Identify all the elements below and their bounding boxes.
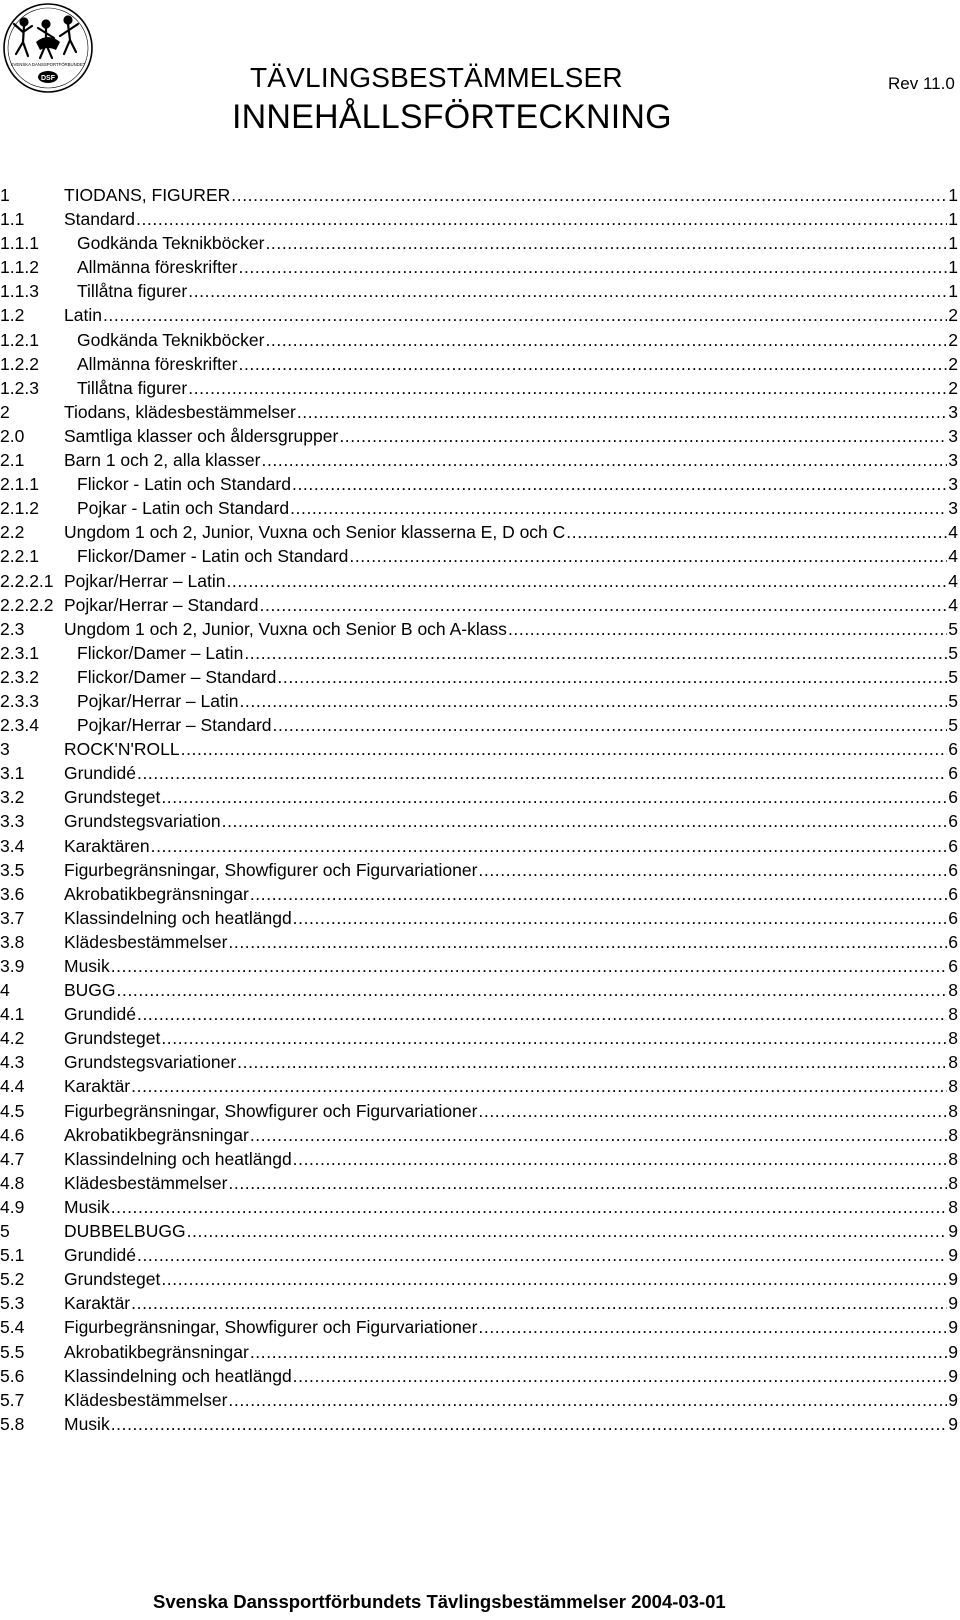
toc-entry-page: 5 xyxy=(948,715,958,736)
toc-entry-page: 4 xyxy=(948,570,958,591)
toc-entry-number: 2.2 xyxy=(0,522,25,543)
toc-entry-number: 5.8 xyxy=(0,1413,25,1434)
toc-dot-leader xyxy=(244,643,947,664)
toc-entry-page: 1 xyxy=(948,209,958,230)
toc-entry-number: 5.5 xyxy=(0,1341,25,1362)
toc-entry[interactable] xyxy=(0,1076,958,1100)
toc-entry-title: Tillåtna figurer xyxy=(77,281,188,302)
toc-entry[interactable] xyxy=(0,1293,958,1317)
toc-entry-number: 1.2.2 xyxy=(0,353,39,374)
toc-entry-number: 5.7 xyxy=(0,1389,25,1410)
toc-entry-title: Ungdom 1 och 2, Junior, Vuxna och Senior B och A-klass xyxy=(64,618,507,639)
toc-entry-page: 6 xyxy=(948,907,958,928)
toc-entry[interactable] xyxy=(0,1221,958,1245)
toc-entry-title: Grundidé xyxy=(64,1245,136,1266)
toc-dot-leader xyxy=(250,1342,947,1363)
toc-entry-page: 1 xyxy=(948,257,958,278)
toc-entry[interactable] xyxy=(0,305,958,329)
toc-dot-leader xyxy=(293,1149,948,1170)
toc-dot-leader xyxy=(292,474,947,495)
toc-entry-page: 4 xyxy=(948,522,958,543)
toc-entry-number: 4.8 xyxy=(0,1172,25,1193)
toc-dot-leader xyxy=(238,257,947,278)
toc-entry[interactable] xyxy=(0,1004,958,1028)
toc-entry-title: BUGG xyxy=(64,980,116,1001)
toc-entry-number: 3.3 xyxy=(0,811,25,832)
toc-entry[interactable] xyxy=(0,209,958,233)
toc-entry[interactable] xyxy=(0,836,958,860)
toc-dot-leader xyxy=(293,1366,948,1387)
toc-entry-title: Grundstegsvariationer xyxy=(64,1052,237,1073)
document-title: TÄVLINGSBESTÄMMELSER xyxy=(250,62,623,93)
toc-entry[interactable] xyxy=(0,571,958,595)
toc-entry-page: 8 xyxy=(948,980,958,1001)
toc-entry-number: 2.1.2 xyxy=(0,498,39,519)
toc-dot-leader xyxy=(250,1125,947,1146)
toc-dot-leader xyxy=(238,354,947,375)
toc-entry-title: Musik xyxy=(64,1413,110,1434)
toc-entry-title: Akrobatikbegränsningar xyxy=(64,1341,249,1362)
toc-entry-number: 3.7 xyxy=(0,907,25,928)
toc-entry[interactable] xyxy=(0,884,958,908)
toc-entry-page: 5 xyxy=(948,642,958,663)
toc-entry-number: 5 xyxy=(0,1221,10,1242)
toc-dot-leader xyxy=(137,1245,947,1266)
logo-text: SVENSKA DANSSPORTFÖRBUNDET xyxy=(10,62,86,67)
toc-entry[interactable] xyxy=(0,1414,958,1438)
toc-entry-number: 2.3 xyxy=(0,618,25,639)
toc-entry-number: 4.3 xyxy=(0,1052,25,1073)
toc-entry-page: 8 xyxy=(948,1196,958,1217)
toc-entry-page: 6 xyxy=(948,787,958,808)
toc-entry-title: Latin xyxy=(64,305,102,326)
toc-dot-leader xyxy=(262,450,948,471)
toc-entry[interactable] xyxy=(0,257,958,281)
toc-entry-number: 5.1 xyxy=(0,1245,25,1266)
toc-entry-number: 3.1 xyxy=(0,763,25,784)
toc-entry-title: Pojkar/Herrar – Standard xyxy=(77,715,272,736)
toc-entry-number: 3.5 xyxy=(0,859,25,880)
toc-entry[interactable] xyxy=(0,330,958,354)
toc-entry-title: Ungdom 1 och 2, Junior, Vuxna och Senior klasserna E, D och C xyxy=(64,522,566,543)
toc-dot-leader xyxy=(349,546,947,567)
toc-entry-title: Klädesbestämmelser xyxy=(64,931,228,952)
toc-entry-page: 8 xyxy=(948,1172,958,1193)
toc-entry-page: 6 xyxy=(948,811,958,832)
toc-entry-number: 2.2.2.2 xyxy=(0,594,54,615)
toc-entry-page: 8 xyxy=(948,1124,958,1145)
toc-dot-leader xyxy=(228,1390,947,1411)
toc-dot-leader xyxy=(111,956,948,977)
toc-entry[interactable] xyxy=(0,1342,958,1366)
toc-entry[interactable] xyxy=(0,450,958,474)
toc-entry[interactable] xyxy=(0,667,958,691)
toc-entry[interactable] xyxy=(0,739,958,763)
toc-entry[interactable] xyxy=(0,908,958,932)
toc-entry-page: 6 xyxy=(948,763,958,784)
toc-entry-title: Flickor/Damer – Latin xyxy=(77,642,244,663)
toc-entry-page: 9 xyxy=(948,1413,958,1434)
toc-entry[interactable] xyxy=(0,185,958,209)
toc-entry[interactable] xyxy=(0,281,958,305)
toc-entry[interactable] xyxy=(0,956,958,980)
toc-entry-number: 2.3.1 xyxy=(0,642,39,663)
toc-entry[interactable] xyxy=(0,860,958,884)
toc-dot-leader xyxy=(117,980,948,1001)
toc-entry-title: Allmänna föreskrifter xyxy=(77,353,238,374)
toc-dot-leader xyxy=(131,1076,947,1097)
toc-dot-leader xyxy=(222,811,948,832)
toc-entry-number: 2.3.3 xyxy=(0,690,39,711)
toc-dot-leader xyxy=(188,378,947,399)
toc-entry-title: Akrobatikbegränsningar xyxy=(64,883,249,904)
toc-entry-number: 2.0 xyxy=(0,425,25,446)
toc-entry-number: 4.5 xyxy=(0,1100,25,1121)
toc-entry-title: Flickor/Damer – Standard xyxy=(77,666,277,687)
toc-dot-leader xyxy=(136,209,947,230)
toc-entry[interactable] xyxy=(0,402,958,426)
toc-entry[interactable] xyxy=(0,1101,958,1125)
toc-entry-page: 8 xyxy=(948,1004,958,1025)
toc-entry[interactable] xyxy=(0,763,958,787)
toc-entry-number: 4.6 xyxy=(0,1124,25,1145)
logo-initials: DSF xyxy=(41,75,55,82)
toc-entry-page: 9 xyxy=(948,1221,958,1242)
toc-dot-leader xyxy=(187,1221,948,1242)
toc-entry[interactable] xyxy=(0,811,958,835)
toc-dot-leader xyxy=(161,787,947,808)
toc-entry[interactable] xyxy=(0,233,958,257)
toc-entry-number: 4.9 xyxy=(0,1196,25,1217)
toc-dot-leader xyxy=(228,932,947,953)
toc-entry-title: Grundsteget xyxy=(64,1028,161,1049)
toc-entry-page: 2 xyxy=(948,329,958,350)
toc-entry-page: 6 xyxy=(948,956,958,976)
toc-entry[interactable] xyxy=(0,1173,958,1197)
toc-dot-leader xyxy=(260,595,948,616)
toc-entry-page: 3 xyxy=(948,401,958,422)
toc-dot-leader xyxy=(226,571,947,592)
table-of-contents xyxy=(0,185,958,1438)
toc-entry-title: Karaktär xyxy=(64,1076,131,1097)
toc-dot-leader xyxy=(239,691,947,712)
toc-entry-number: 1.1.2 xyxy=(0,257,39,278)
toc-entry-page: 3 xyxy=(948,450,958,471)
toc-entry-number: 1 xyxy=(0,185,10,205)
toc-dot-leader xyxy=(297,402,947,423)
toc-entry-page: 6 xyxy=(948,931,958,952)
toc-entry-page: 8 xyxy=(948,1076,958,1097)
revision-label: Rev 11.0 xyxy=(888,74,955,93)
toc-dot-leader xyxy=(339,426,947,447)
toc-entry-title: Pojkar - Latin och Standard xyxy=(77,498,290,519)
toc-entry-title: Klassindelning och heatlängd xyxy=(64,907,292,928)
toc-entry-title: Godkända Teknikböcker xyxy=(77,329,265,350)
toc-dot-leader xyxy=(137,763,947,784)
toc-entry-title: Figurbegränsningar, Showfigurer och Figurvariationer xyxy=(64,1317,478,1338)
toc-entry-number: 5.3 xyxy=(0,1293,25,1314)
toc-entry-page: 6 xyxy=(948,739,958,760)
toc-entry-number: 1.2.3 xyxy=(0,377,39,398)
toc-entry-page: 6 xyxy=(948,859,958,880)
toc-entry[interactable] xyxy=(0,619,958,643)
toc-entry-title: Tiodans, klädesbestämmelser xyxy=(64,401,296,422)
toc-entry-number: 2 xyxy=(0,401,10,422)
toc-entry-title: Pojkar/Herrar – Standard xyxy=(64,594,259,615)
toc-entry[interactable] xyxy=(0,787,958,811)
toc-entry-number: 2.3.2 xyxy=(0,666,39,687)
toc-entry-number: 1.1 xyxy=(0,209,25,230)
toc-entry[interactable] xyxy=(0,498,958,522)
toc-entry-page: 6 xyxy=(948,835,958,856)
toc-entry-title: Flickor/Damer - Latin och Standard xyxy=(77,546,349,567)
toc-dot-leader xyxy=(228,1173,947,1194)
toc-entry-title: Tillåtna figurer xyxy=(77,377,188,398)
toc-entry-title: Pojkar/Herrar – Latin xyxy=(64,570,226,591)
toc-entry-number: 5.2 xyxy=(0,1269,25,1290)
toc-entry-number: 5.6 xyxy=(0,1365,25,1386)
toc-entry-number: 4.4 xyxy=(0,1076,25,1097)
toc-entry-title: Flickor - Latin och Standard xyxy=(77,474,291,495)
toc-entry[interactable] xyxy=(0,691,958,715)
toc-entry-number: 1.1.1 xyxy=(0,233,39,254)
toc-entry[interactable] xyxy=(0,1125,958,1149)
toc-entry-title: Grundstegsvariation xyxy=(64,811,221,832)
toc-entry-page: 2 xyxy=(948,377,958,398)
toc-entry-title: Akrobatikbegränsningar xyxy=(64,1124,249,1145)
toc-heading: INNEHÅLLSFÖRTECKNING xyxy=(232,98,672,136)
toc-entry-number: 3.4 xyxy=(0,835,25,856)
toc-entry[interactable] xyxy=(0,1390,958,1414)
toc-entry-title: Figurbegränsningar, Showfigurer och Figurvariationer xyxy=(64,859,478,880)
toc-entry-title: Klädesbestämmelser xyxy=(64,1389,228,1410)
toc-entry-title: Barn 1 och 2, alla klasser xyxy=(64,450,261,471)
toc-dot-leader xyxy=(277,667,947,688)
toc-entry-page: 1 xyxy=(948,185,958,205)
toc-dot-leader xyxy=(265,330,947,351)
toc-dot-leader xyxy=(161,1269,947,1290)
toc-entry-number: 2.3.4 xyxy=(0,715,39,736)
toc-entry-number: 3 xyxy=(0,739,10,760)
toc-entry-title: DUBBELBUGG xyxy=(64,1221,186,1242)
toc-entry-page: 4 xyxy=(948,546,958,567)
toc-dot-leader xyxy=(231,185,947,206)
toc-entry-number: 1.1.3 xyxy=(0,281,39,302)
toc-entry-page: 4 xyxy=(948,594,958,615)
toc-dot-leader xyxy=(250,884,947,905)
toc-dot-leader xyxy=(137,1004,947,1025)
toc-entry-title: Samtliga klasser och åldersgrupper xyxy=(64,425,339,446)
toc-entry-title: Figurbegränsningar, Showfigurer och Figurvariationer xyxy=(64,1100,478,1121)
toc-dot-leader xyxy=(237,1052,947,1073)
toc-dot-leader xyxy=(151,836,948,857)
toc-entry-title: Musik xyxy=(64,1196,110,1217)
toc-entry-page: 8 xyxy=(948,1148,958,1169)
toc-entry-title: Allmänna föreskrifter xyxy=(77,257,238,278)
toc-entry[interactable] xyxy=(0,1269,958,1293)
toc-entry-page: 3 xyxy=(948,425,958,446)
toc-entry[interactable] xyxy=(0,1149,958,1173)
toc-entry-page: 9 xyxy=(948,1389,958,1410)
toc-entry-number: 3.2 xyxy=(0,787,25,808)
toc-entry-page: 5 xyxy=(948,666,958,687)
toc-entry-number: 1.2 xyxy=(0,305,25,326)
toc-dot-leader xyxy=(131,1293,947,1314)
toc-entry-title: ROCK'N'ROLL xyxy=(64,739,180,760)
toc-dot-leader xyxy=(181,739,948,760)
toc-entry-title: Pojkar/Herrar – Latin xyxy=(77,690,239,711)
toc-entry[interactable] xyxy=(0,1052,958,1076)
toc-entry[interactable] xyxy=(0,354,958,378)
toc-entry-number: 2.2.2.1 xyxy=(0,570,54,591)
toc-entry-title: Klassindelning och heatlängd xyxy=(64,1148,292,1169)
toc-entry[interactable] xyxy=(0,643,958,667)
toc-entry-page: 2 xyxy=(948,353,958,374)
toc-entry-title: Grundsteget xyxy=(64,1269,161,1290)
toc-entry[interactable] xyxy=(0,1245,958,1269)
toc-dot-leader xyxy=(478,1101,947,1122)
toc-entry[interactable] xyxy=(0,932,958,956)
toc-entry-title: Standard xyxy=(64,209,136,230)
toc-entry-title: Grundidé xyxy=(64,763,136,784)
toc-entry[interactable] xyxy=(0,1197,958,1221)
toc-entry[interactable] xyxy=(0,595,958,619)
toc-entry-page: 3 xyxy=(948,498,958,519)
toc-entry-page: 9 xyxy=(948,1365,958,1386)
toc-entry-title: Klassindelning och heatlängd xyxy=(64,1365,292,1386)
toc-entry-page: 8 xyxy=(948,1028,958,1049)
toc-entry-number: 2.2.1 xyxy=(0,546,39,567)
toc-dot-leader xyxy=(566,522,947,543)
toc-entry-number: 2.1 xyxy=(0,450,25,471)
toc-entry-number: 3.8 xyxy=(0,931,25,952)
toc-dot-leader xyxy=(111,1197,948,1218)
toc-entry-page: 9 xyxy=(948,1341,958,1362)
toc-entry-page: 1 xyxy=(948,233,958,254)
toc-entry-page: 9 xyxy=(948,1245,958,1266)
toc-entry-number: 2.1.1 xyxy=(0,474,39,495)
toc-entry-page: 2 xyxy=(948,305,958,326)
toc-entry[interactable] xyxy=(0,474,958,498)
toc-entry-page: 8 xyxy=(948,1052,958,1073)
page-footer: Svenska Danssportförbundets Tävlingsbestämmelser 2004-03-01 xyxy=(153,1591,726,1612)
toc-dot-leader xyxy=(273,715,948,736)
toc-dot-leader xyxy=(508,619,947,640)
toc-entry-number: 4.2 xyxy=(0,1028,25,1049)
toc-entry[interactable] xyxy=(0,980,958,1004)
toc-entry-title: Godkända Teknikböcker xyxy=(77,233,265,254)
toc-entry-title: Grundsteget xyxy=(64,787,161,808)
toc-entry-number: 4 xyxy=(0,980,10,1001)
toc-dot-leader xyxy=(103,305,947,326)
toc-entry-number: 4.1 xyxy=(0,1004,25,1025)
toc-entry-page: 1 xyxy=(948,281,958,302)
toc-entry-number: 4.7 xyxy=(0,1148,25,1169)
toc-entry-title: Klädesbestämmelser xyxy=(64,1172,228,1193)
toc-entry[interactable] xyxy=(0,1028,958,1052)
toc-entry[interactable] xyxy=(0,1366,958,1390)
toc-entry[interactable] xyxy=(0,1317,958,1341)
toc-entry-page: 5 xyxy=(948,690,958,711)
toc-entry-number: 3.6 xyxy=(0,883,25,904)
toc-entry-title: Musik xyxy=(64,956,110,976)
toc-entry-title: Grundidé xyxy=(64,1004,136,1025)
toc-entry-number: 5.4 xyxy=(0,1317,25,1338)
toc-dot-leader xyxy=(478,860,947,881)
toc-entry-title: Karaktären xyxy=(64,835,150,856)
toc-dot-leader xyxy=(265,233,947,254)
toc-entry-page: 9 xyxy=(948,1293,958,1314)
toc-entry-page: 5 xyxy=(948,618,958,639)
toc-dot-leader xyxy=(161,1028,947,1049)
toc-entry-page: 8 xyxy=(948,1100,958,1121)
federation-logo xyxy=(2,2,94,94)
toc-entry-page: 9 xyxy=(948,1269,958,1290)
toc-entry[interactable] xyxy=(0,715,958,739)
toc-entry-title: TIODANS, FIGURER xyxy=(64,185,231,205)
toc-dot-leader xyxy=(111,1414,948,1435)
toc-dot-leader xyxy=(293,908,948,929)
toc-entry-page: 3 xyxy=(948,474,958,495)
toc-dot-leader xyxy=(290,498,947,519)
toc-entry-page: 6 xyxy=(948,883,958,904)
toc-entry[interactable] xyxy=(0,378,958,402)
toc-entry-page: 9 xyxy=(948,1317,958,1338)
toc-dot-leader xyxy=(188,281,947,302)
toc-entry[interactable] xyxy=(0,522,958,546)
toc-entry[interactable] xyxy=(0,426,958,450)
toc-dot-leader xyxy=(478,1317,947,1338)
toc-entry-number: 1.2.1 xyxy=(0,329,39,350)
toc-entry[interactable] xyxy=(0,546,958,570)
toc-entry-number: 3.9 xyxy=(0,956,25,976)
toc-entry-title: Karaktär xyxy=(64,1293,131,1314)
